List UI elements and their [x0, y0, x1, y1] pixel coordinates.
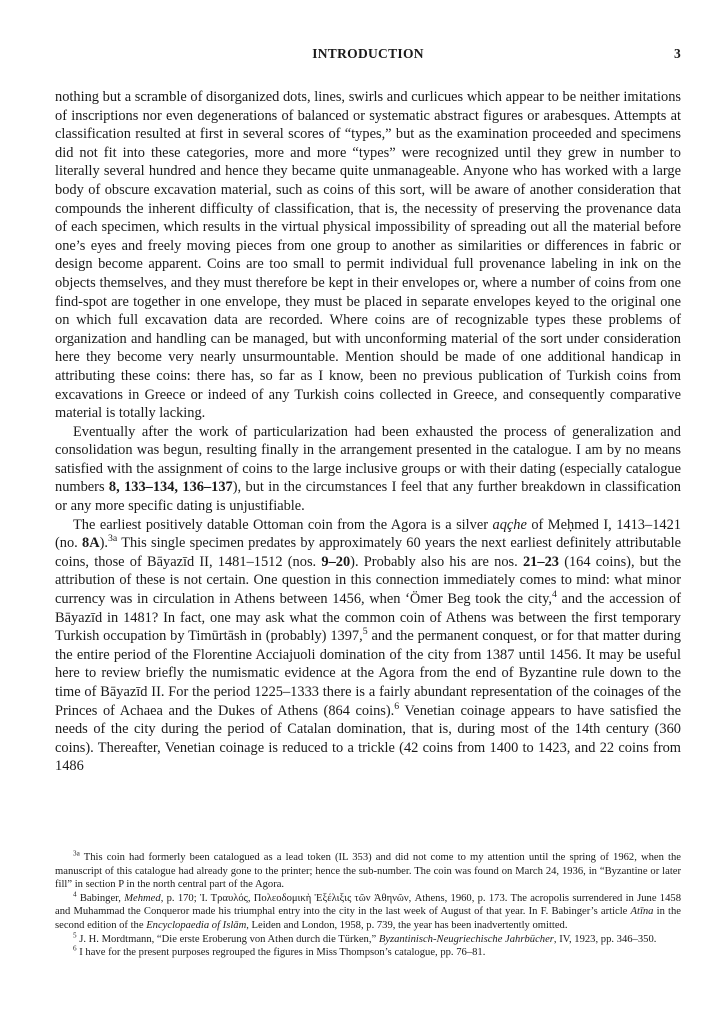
paragraph-2: Eventually after the work of particularization had been exhausted the process of generalization and consolidation was begun, resulting finally in the arrangement presented in the catalogue. I am by no means satisfied with the assignment of coins to the large inclusive groups or with their dating (especially catalogue numbers 8, 133–134, 136–137), but in the circumstances I feel that any further breakdown in classification or any more specific dating is unjustifiable. [55, 423, 681, 515]
running-head [55, 46, 681, 68]
page-number: 3 [673, 46, 681, 61]
footnotes [55, 851, 681, 960]
footnote-ref-3a: 3a [108, 533, 118, 545]
footnote-marker: 4 [73, 890, 77, 899]
catalogue-number: 8A [82, 535, 100, 552]
page [55, 46, 681, 776]
footnote-ref-5: 5 [362, 626, 368, 638]
catalogue-number: 9–20 [321, 553, 351, 570]
footnote-5: $^5$ J. H. Mordtmann, “Die erste Eroberung von Athen durch die Türken,” Byzantinisch-Neugriechische Jahrbücher, IV, 1923, pp. 346–350. [73, 931, 657, 945]
term-aqche: aqçhe [492, 516, 527, 533]
footnote-ref-4: 4 [551, 589, 557, 601]
catalogue-number: 21–23 [522, 553, 559, 570]
running-title: INTRODUCTION [312, 46, 424, 61]
footnote-marker: 3a [73, 849, 80, 858]
paragraph-3: The earliest positively datable Ottoman coin from the Agora is a silver aqçhe of Meḥmed I, 1413–1421 (no. 8A).$^{3a}$ This single specimen predates by approximately 60 years the next earliest definitely attributable coins, those of Bāyazīd II, 1481–1512 (nos. 9–20). Probably also his are nos. 21–23 (164 coins), but the attribution of these is not certain. One question in this connection immediately comes to mind: what minor currency was in circulation in Athens between 1456, when ‘Ömer Beg took the city,$^4$ and the accession of Bāyazīd in 1481? In fact, one may ask what the common coin of Athens was between the first temporary Turkish occupation by Timūrtāsh in (probably) 1397,$^5$ and the permanent conquest, or for that matter during the entire period of the Florentine Acciajuoli domination of the city from 1387 until 1456. It may be useful here to review briefly the numismatic evidence at the Agora from the end of Byzantine rule down to the time of Bāyazīd II. For the period 1225–1333 there is a fairly abundant representation of the coinages of the Princes of Achaea and the Dukes of Athens (864 coins).$^6$ Venetian coinage appears to have satisfied the needs of the city during the period of Catalan domination, that is, during most of the 14th century (360 coins). Thereafter, Venetian coinage is reduced to a trickle (42 coins from 1400 to 1423, and 22 coins from 1486 [55, 516, 682, 775]
paragraph-1: nothing but a scramble of disorganized dots, lines, swirls and curlicues which appear to be neither imitations of inscriptions nor even degenerations of balanced or systematic abstract figures or arabesques. Attempts at classification resulted at first in several scores of “types,” but as the examination proceeded and specimens did not fit into these categories, more and more “types” were recognized until they grew in number to literally several hundred and hence they became quite unmanageable. Anyone who has worked with a large body of obscure excavation material, such as coins of this sort, will be aware of another consideration that compounds the inherent difficulty of classification, that is, the necessity of preserving the provenance data of each specimen, which results in the virtual physical impossibility of spreading out all the material before one’s eyes and freely moving pieces from one group to another as similarities or differences in fabric or design become apparent. Coins are too small to permit individual full provenance labeling in ink on the objects themselves, and they must therefore be kept in their envelopes or, where a number of coins from one find-spot are together in one envelope, they must be placed in separate envelopes keyed to the original one on which full excavation data are recorded. Where coins are of recognizable types these problems of organization and handling can be managed, but with unconforming material of the sort under consideration here they become very nearly unsurmountable. Mention should be made of one additional handicap in attributing these coins: there has, so far as I know, been no previous publication of Turkish coins from excavations in Greece or indeed of any Turkish coins collected in Greece, and consequently comparative material is totally lacking. [55, 89, 681, 422]
catalogue-numbers: 8, 133–134, 136–137 [108, 479, 233, 496]
footnote-marker: 5 [73, 931, 77, 940]
footnote-marker: 6 [73, 944, 77, 953]
footnote-3a: $^{3a}$ This coin had formerly been catalogued as a lead token (IL 353) and did not come to my attention until the spring of 1962, when the manuscript of this catalogue had already gone to the printer; hence the sub-number. The coin was found on March 24, 1936, in “Byzantine or later fill” in section P in the north central part of the Agora. [55, 849, 681, 891]
footnote-ref-6: 6 [394, 700, 400, 712]
footnote-6: $^6$ I have for the present purposes regrouped the figures in Miss Thompson’s catalogue, pp. 76–81. [73, 944, 486, 959]
body-text [55, 88, 681, 776]
footnote-4: $^4$ Babinger, Mehmed, p. 170; Ἰ. Τραυλός, Πολεοδομικὴ Ἐξέλιξις τῶν Ἀθηνῶν, Athens, 1960, p. 173. The acropolis surrendered in June 1458 and Muhammad the Conqueror made his triumphal entry into the city in the last week of August of that year. In F. Babinger’s article Atīna in the second edition of the Encyclopaedia of Islām, Leiden and London, 1958, p. 739, the year has been inadvertently omitted. [55, 890, 681, 931]
